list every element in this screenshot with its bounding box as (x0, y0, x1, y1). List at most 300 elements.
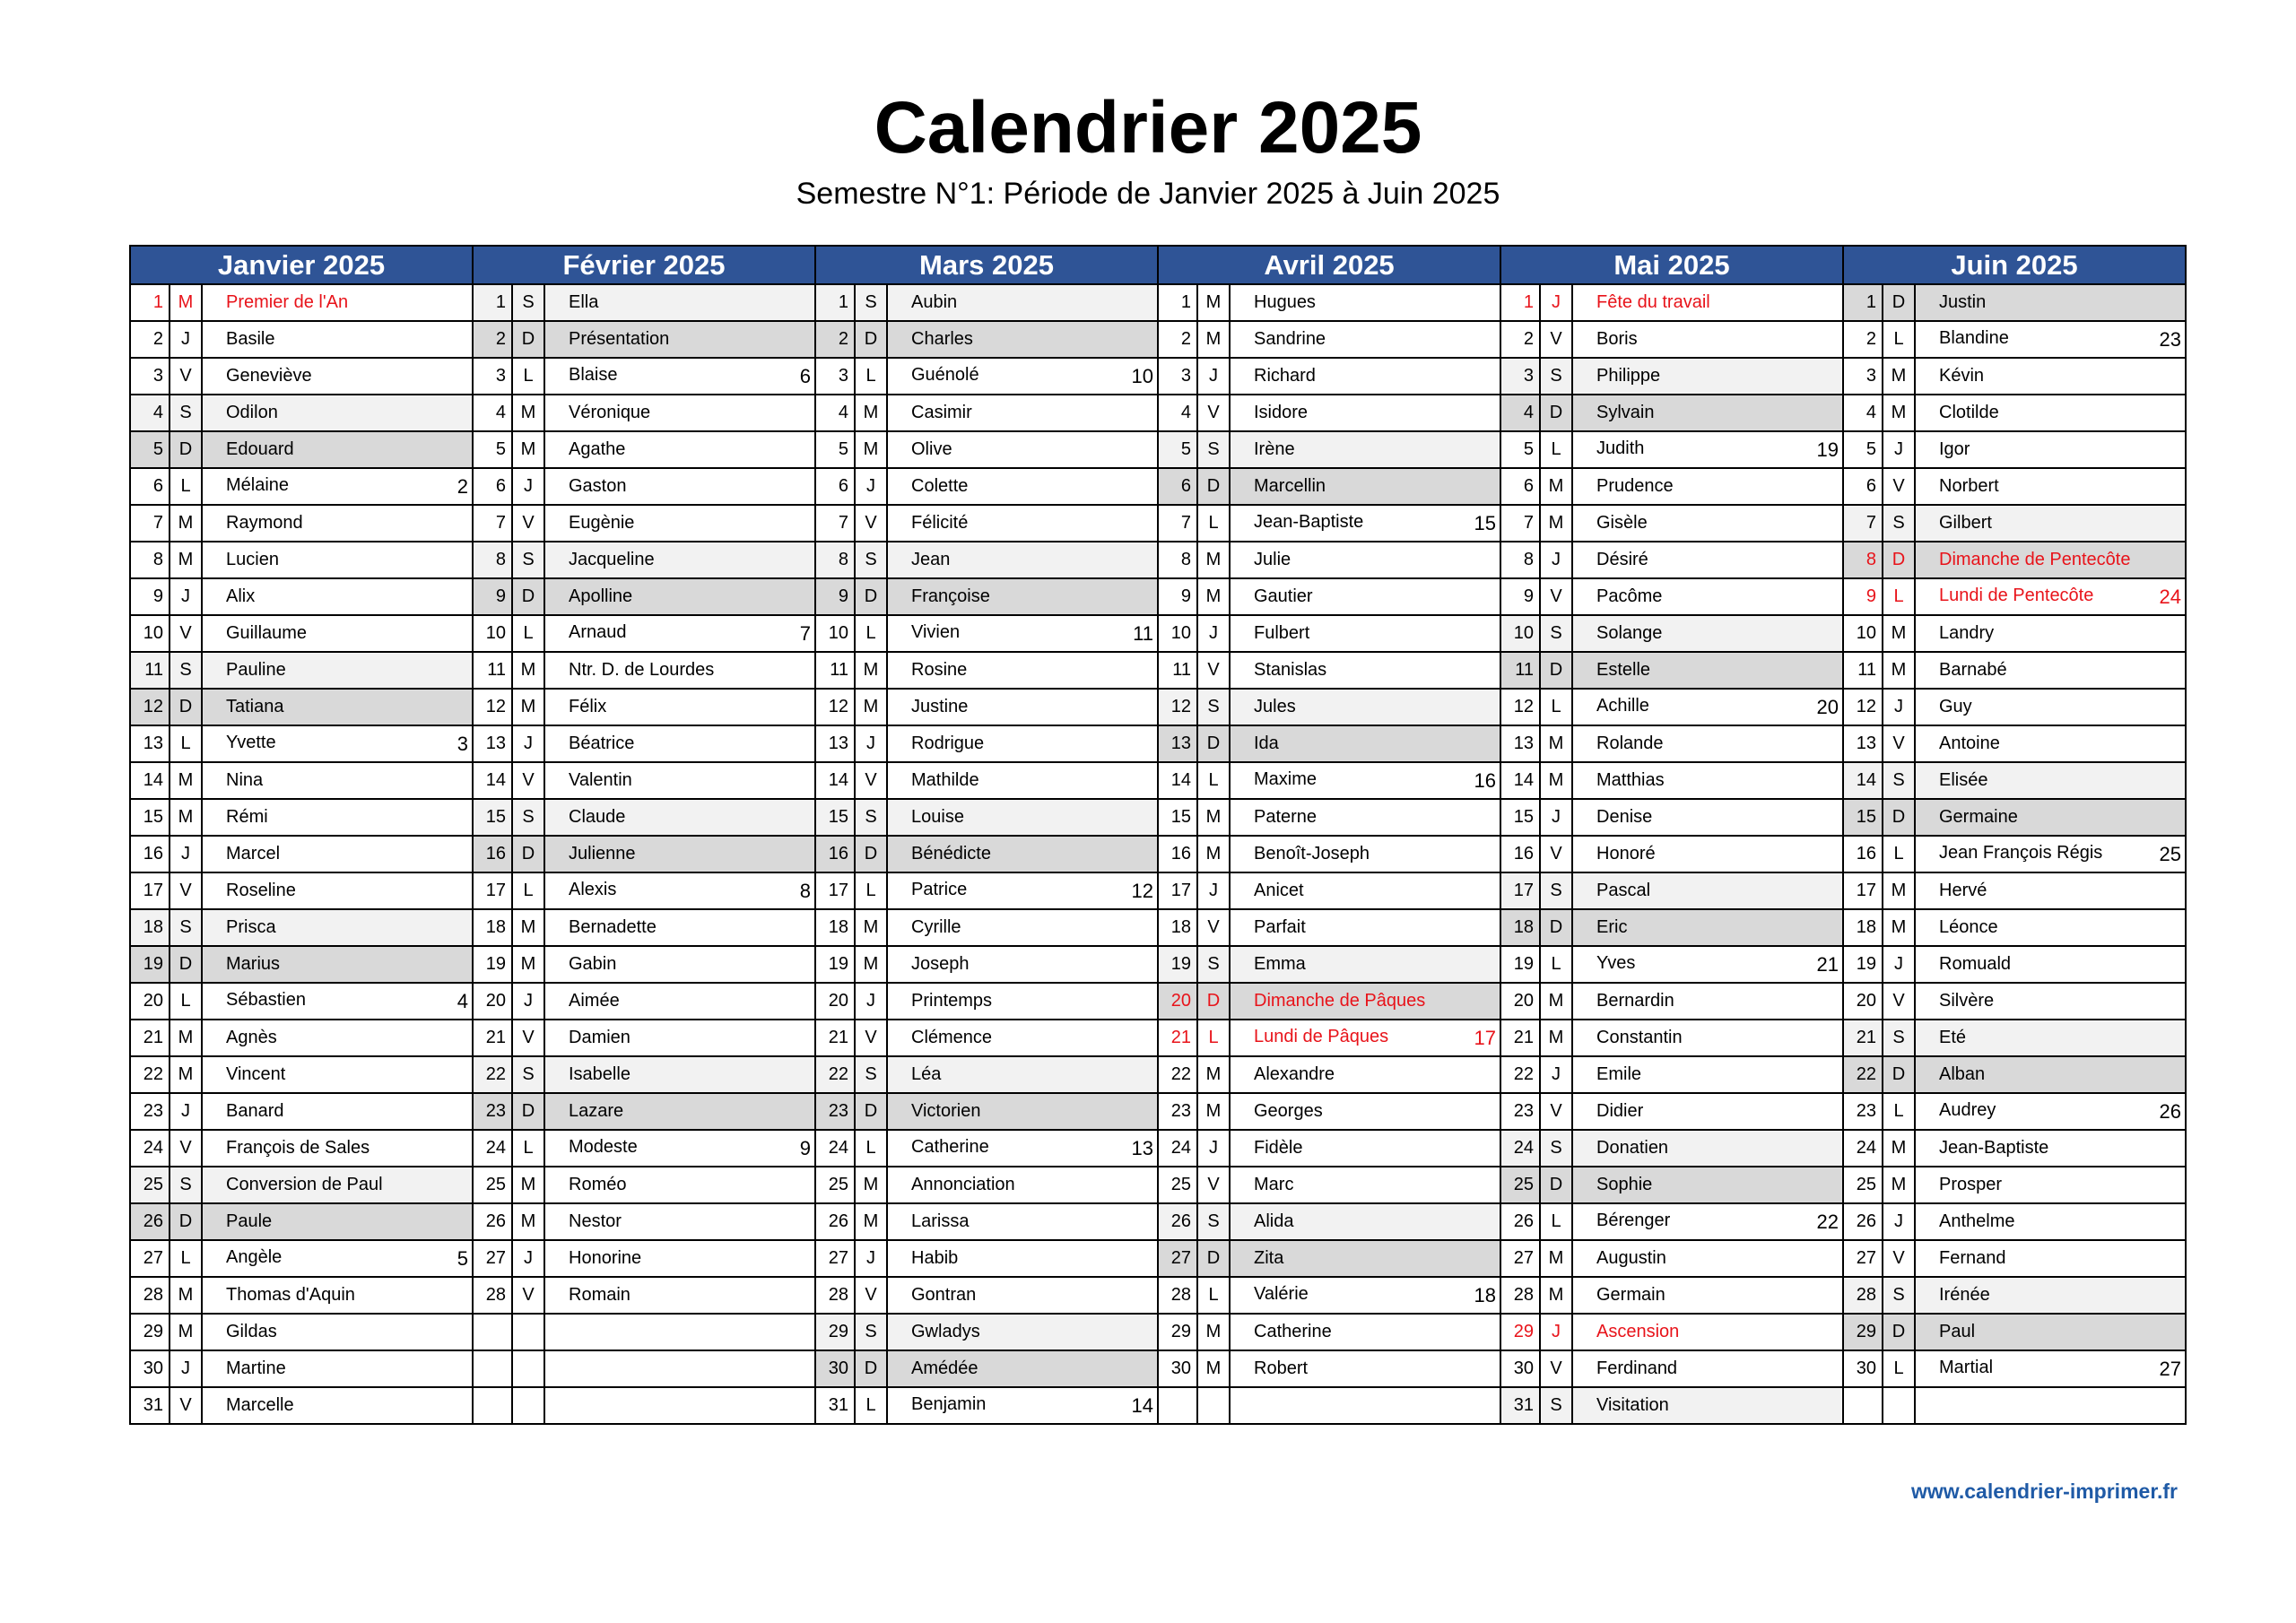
saint-name: Clotilde (1939, 403, 1999, 422)
day-number: 25 (1158, 1167, 1197, 1203)
day-number: 8 (473, 542, 512, 578)
weekday-letter: M (170, 762, 202, 799)
day-row (130, 1387, 2186, 1424)
week-number: 13 (1131, 1136, 1153, 1159)
saint-name: Prisca (226, 917, 276, 937)
weekday-letter: J (1197, 615, 1230, 652)
day-number: 18 (1843, 909, 1883, 946)
saint-cell (1572, 1387, 1843, 1424)
weekday-letter: D (1883, 1314, 1915, 1350)
saint-cell (544, 1020, 815, 1056)
saint-cell (202, 689, 473, 725)
day-number: 8 (1158, 542, 1197, 578)
saint-name: Eté (1939, 1028, 1967, 1047)
saint-name: Ntr. D. de Lourdes (569, 660, 715, 680)
day-row (130, 872, 2186, 909)
day-row (130, 1277, 2186, 1314)
month-header: Mai 2025 (1500, 246, 1843, 284)
weekday-letter: S (512, 1056, 544, 1093)
saint-cell (1230, 836, 1500, 872)
day-row (130, 725, 2186, 762)
weekday-letter: V (855, 762, 887, 799)
saint-cell (1915, 1056, 2186, 1093)
day-number: 12 (1500, 689, 1540, 725)
saint-cell (544, 1314, 815, 1350)
day-number: 23 (130, 1093, 170, 1130)
day-number: 4 (1158, 395, 1197, 431)
weekday-letter: V (1540, 1093, 1572, 1130)
saint-name: Antoine (1939, 733, 2000, 753)
saint-name: Achille (1596, 695, 1649, 716)
day-number: 3 (130, 358, 170, 395)
weekday-letter: S (1540, 872, 1572, 909)
weekday-letter: D (1883, 284, 1915, 321)
week-number: 4 (457, 989, 468, 1012)
saint-name: Lucien (226, 550, 279, 569)
day-number: 30 (1158, 1350, 1197, 1387)
saint-name: Arnaud (569, 621, 627, 642)
saint-name: Cyrille (911, 917, 961, 937)
saint-cell (202, 836, 473, 872)
saint-cell (1572, 321, 1843, 358)
day-number: 8 (1843, 542, 1883, 578)
day-number: 10 (130, 615, 170, 652)
saint-name: Visitation (1596, 1395, 1669, 1415)
saint-name: Sylvain (1596, 403, 1655, 422)
day-number: 4 (130, 395, 170, 431)
weekday-letter: J (1883, 431, 1915, 468)
day-number: 13 (130, 725, 170, 762)
saint-cell (202, 1240, 473, 1277)
weekday-letter: L (1883, 578, 1915, 615)
day-number: 15 (1158, 799, 1197, 836)
weekday-letter: M (170, 284, 202, 321)
saint-name: Rosine (911, 660, 968, 680)
weekday-letter: V (170, 358, 202, 395)
weekday-letter: D (855, 1350, 887, 1387)
day-number: 14 (1500, 762, 1540, 799)
saint-cell (1915, 321, 2186, 358)
saint-cell (202, 1387, 473, 1424)
saint-cell (1230, 1350, 1500, 1387)
saint-cell (887, 1020, 1158, 1056)
saint-cell (1915, 468, 2186, 505)
weekday-letter: V (512, 762, 544, 799)
weekday-letter: J (855, 1240, 887, 1277)
weekday-letter: L (1197, 505, 1230, 542)
weekday-letter: L (855, 1130, 887, 1167)
day-number: 28 (1500, 1277, 1540, 1314)
saint-cell (544, 1093, 815, 1130)
day-row (130, 542, 2186, 578)
saint-name: Bénédicte (911, 844, 991, 864)
weekday-letter: M (1197, 542, 1230, 578)
saint-cell (887, 542, 1158, 578)
weekday-letter: D (170, 431, 202, 468)
day-number: 4 (1843, 395, 1883, 431)
weekday-letter: D (1883, 799, 1915, 836)
weekday-letter: S (512, 799, 544, 836)
saint-name: Casimir (911, 403, 972, 422)
saint-name: Honorine (569, 1248, 642, 1268)
weekday-letter: V (1540, 578, 1572, 615)
saint-cell (202, 1167, 473, 1203)
day-number: 22 (130, 1056, 170, 1093)
weekday-letter: L (512, 615, 544, 652)
weekday-letter: S (1883, 762, 1915, 799)
weekday-letter: M (512, 909, 544, 946)
day-row (130, 689, 2186, 725)
saint-cell (887, 1130, 1158, 1167)
saint-cell (202, 1056, 473, 1093)
day-number: 5 (1158, 431, 1197, 468)
saint-cell (544, 1130, 815, 1167)
saint-cell (887, 1350, 1158, 1387)
weekday-letter: D (855, 578, 887, 615)
day-number: 24 (130, 1130, 170, 1167)
saint-cell (1572, 652, 1843, 689)
holiday-name: Dimanche de Pâques (1254, 991, 1426, 1011)
day-number: 22 (1500, 1056, 1540, 1093)
weekday-letter: M (1197, 321, 1230, 358)
day-number: 28 (1843, 1277, 1883, 1314)
saint-cell (544, 358, 815, 395)
saint-cell (1572, 1240, 1843, 1277)
weekday-letter: M (1540, 983, 1572, 1020)
saint-name: Barnabé (1939, 660, 2007, 680)
day-number: 27 (1843, 1240, 1883, 1277)
day-number: 23 (1843, 1093, 1883, 1130)
saint-cell (1915, 615, 2186, 652)
day-number: 17 (473, 872, 512, 909)
weekday-letter: M (1197, 1056, 1230, 1093)
weekday-letter: J (1197, 1130, 1230, 1167)
day-number: 11 (1843, 652, 1883, 689)
saint-cell (1230, 1130, 1500, 1167)
saint-name: Gabin (569, 954, 617, 974)
day-number: 15 (130, 799, 170, 836)
saint-cell (544, 431, 815, 468)
day-number (473, 1350, 512, 1387)
saint-name: Fernand (1939, 1248, 2006, 1268)
weekday-letter: L (170, 725, 202, 762)
day-number: 7 (1158, 505, 1197, 542)
day-number: 19 (1500, 946, 1540, 983)
weekday-letter: V (1883, 983, 1915, 1020)
day-number: 22 (1158, 1056, 1197, 1093)
day-number: 21 (1843, 1020, 1883, 1056)
saint-name: Parfait (1254, 917, 1306, 937)
day-row (130, 1240, 2186, 1277)
saint-name: Irénée (1939, 1285, 1990, 1305)
saint-name: Gwladys (911, 1322, 980, 1341)
saint-cell (1572, 1314, 1843, 1350)
weekday-letter: V (1197, 395, 1230, 431)
saint-cell (1915, 689, 2186, 725)
saint-cell (202, 395, 473, 431)
page-subtitle: Semestre N°1: Période de Janvier 2025 à Juin 2025 (796, 177, 1500, 211)
weekday-letter: D (170, 946, 202, 983)
day-number: 26 (1843, 1203, 1883, 1240)
weekday-letter: V (170, 872, 202, 909)
saint-cell (202, 468, 473, 505)
saint-cell (1915, 578, 2186, 615)
weekday-letter: M (170, 1056, 202, 1093)
saint-cell (544, 468, 815, 505)
weekday-letter: S (1197, 946, 1230, 983)
weekday-letter: J (855, 983, 887, 1020)
day-number: 1 (815, 284, 855, 321)
weekday-letter: D (512, 578, 544, 615)
saint-name: Audrey (1939, 1099, 1996, 1120)
weekday-letter: D (855, 836, 887, 872)
saint-name: Printemps (911, 991, 993, 1011)
weekday-letter: J (1540, 542, 1572, 578)
saint-name: Pacôme (1596, 586, 1663, 606)
day-row (130, 1056, 2186, 1093)
saint-cell (202, 946, 473, 983)
week-number: 10 (1131, 364, 1153, 387)
saint-name: Odilon (226, 403, 278, 422)
saint-cell (887, 1387, 1158, 1424)
saint-name: Ella (569, 292, 599, 312)
weekday-letter: J (1540, 1314, 1572, 1350)
saint-cell (202, 652, 473, 689)
day-row (130, 1314, 2186, 1350)
saint-cell (1230, 1167, 1500, 1203)
weekday-letter: L (1540, 431, 1572, 468)
day-number: 23 (1500, 1093, 1540, 1130)
day-row (130, 1167, 2186, 1203)
weekday-letter: S (855, 1056, 887, 1093)
weekday-letter: L (1883, 1350, 1915, 1387)
saint-cell (544, 689, 815, 725)
saint-name: Emma (1254, 954, 1306, 974)
saint-name: Norbert (1939, 476, 1999, 496)
day-number: 16 (1500, 836, 1540, 872)
saint-name: Gilbert (1939, 513, 1992, 533)
day-row (130, 358, 2186, 395)
holiday-name: Lundi de Pentecôte (1939, 585, 2094, 605)
saint-cell (202, 358, 473, 395)
day-number: 6 (1843, 468, 1883, 505)
weekday-letter: D (855, 321, 887, 358)
saint-name: Banard (226, 1101, 284, 1121)
saint-name: Honoré (1596, 844, 1656, 864)
saint-cell (887, 1167, 1158, 1203)
day-number: 20 (473, 983, 512, 1020)
saint-cell (544, 1240, 815, 1277)
day-number: 4 (473, 395, 512, 431)
saint-name: Vincent (226, 1064, 286, 1084)
week-number: 17 (1474, 1026, 1496, 1049)
weekday-letter: J (170, 1350, 202, 1387)
day-number: 22 (473, 1056, 512, 1093)
saint-cell (202, 1130, 473, 1167)
saint-name: Habib (911, 1248, 959, 1268)
saint-cell (1230, 321, 1500, 358)
saint-cell (1915, 1093, 2186, 1130)
weekday-letter: S (1197, 1203, 1230, 1240)
weekday-letter: L (1883, 836, 1915, 872)
day-number: 3 (1500, 358, 1540, 395)
saint-name: Constantin (1596, 1028, 1683, 1047)
weekday-letter: M (1883, 358, 1915, 395)
day-number: 7 (1843, 505, 1883, 542)
saint-cell (202, 542, 473, 578)
saint-name: Gontran (911, 1285, 977, 1305)
saint-cell (1230, 1093, 1500, 1130)
weekday-letter: V (1540, 321, 1572, 358)
saint-name: Prudence (1596, 476, 1674, 496)
week-number: 20 (1816, 695, 1839, 718)
day-number: 7 (815, 505, 855, 542)
saint-cell (1915, 762, 2186, 799)
saint-name: Françoise (911, 586, 990, 606)
week-number: 9 (799, 1136, 811, 1159)
weekday-letter: S (170, 909, 202, 946)
day-number: 25 (1500, 1167, 1540, 1203)
saint-name: Blandine (1939, 327, 2009, 348)
day-number: 9 (1158, 578, 1197, 615)
saint-cell (1230, 542, 1500, 578)
day-row (130, 505, 2186, 542)
saint-cell (887, 799, 1158, 836)
weekday-letter: M (855, 1203, 887, 1240)
weekday-letter: V (1197, 1167, 1230, 1203)
day-number: 20 (1158, 983, 1197, 1020)
saint-name: Basile (226, 329, 275, 349)
saint-name: Béatrice (569, 733, 635, 753)
weekday-letter: M (170, 1314, 202, 1350)
saint-cell (1572, 395, 1843, 431)
day-number: 27 (473, 1240, 512, 1277)
saint-name: Alix (226, 586, 256, 606)
saint-cell (1915, 909, 2186, 946)
weekday-letter (1883, 1387, 1915, 1424)
saint-name: Damien (569, 1028, 631, 1047)
day-row (130, 284, 2186, 321)
footer-website[interactable]: www.calendrier-imprimer.fr (1911, 1480, 2178, 1503)
weekday-letter: M (855, 395, 887, 431)
day-number: 19 (1158, 946, 1197, 983)
saint-cell (544, 321, 815, 358)
saint-cell (202, 321, 473, 358)
weekday-letter: L (512, 358, 544, 395)
saint-cell (887, 872, 1158, 909)
day-number: 27 (130, 1240, 170, 1277)
week-number: 3 (457, 732, 468, 755)
saint-name: Jean-Baptiste (1254, 511, 1364, 532)
day-number: 1 (473, 284, 512, 321)
saint-name: Zita (1254, 1248, 1284, 1268)
saint-cell (887, 358, 1158, 395)
day-number: 9 (473, 578, 512, 615)
page-title: Calendrier 2025 (874, 87, 1422, 169)
holiday-name: Premier de l'An (226, 292, 349, 312)
week-number: 21 (1816, 952, 1839, 976)
day-number: 10 (1158, 615, 1197, 652)
day-number: 17 (1500, 872, 1540, 909)
weekday-letter: M (170, 1277, 202, 1314)
saint-cell (1230, 983, 1500, 1020)
weekday-letter: J (855, 725, 887, 762)
day-number: 12 (1158, 689, 1197, 725)
calendar-table (129, 245, 2187, 1425)
day-number: 16 (815, 836, 855, 872)
holiday-name: Ascension (1596, 1322, 1680, 1341)
month-header: Février 2025 (473, 246, 815, 284)
saint-cell (1572, 615, 1843, 652)
saint-name: Marc (1254, 1175, 1294, 1194)
saint-name: Valérie (1254, 1283, 1309, 1304)
saint-cell (1230, 652, 1500, 689)
day-number: 13 (815, 725, 855, 762)
day-number: 13 (1158, 725, 1197, 762)
saint-cell (887, 615, 1158, 652)
day-number: 8 (815, 542, 855, 578)
day-number: 11 (815, 652, 855, 689)
saint-cell (1572, 1350, 1843, 1387)
day-number: 3 (1843, 358, 1883, 395)
saint-cell (544, 762, 815, 799)
saint-cell (544, 725, 815, 762)
weekday-letter: M (1883, 615, 1915, 652)
weekday-letter: M (855, 909, 887, 946)
saint-name: Benoît-Joseph (1254, 844, 1370, 864)
day-row (130, 431, 2186, 468)
weekday-letter (512, 1350, 544, 1387)
saint-cell (1230, 799, 1500, 836)
weekday-letter: J (1540, 1056, 1572, 1093)
saint-cell (1572, 725, 1843, 762)
day-number: 1 (130, 284, 170, 321)
saint-name: Mélaine (226, 474, 290, 495)
saint-cell (202, 1093, 473, 1130)
day-number: 9 (1500, 578, 1540, 615)
weekday-letter: S (1883, 505, 1915, 542)
weekday-letter: M (1197, 578, 1230, 615)
saint-name: Ferdinand (1596, 1358, 1678, 1378)
weekday-letter: J (512, 725, 544, 762)
day-number: 27 (1500, 1240, 1540, 1277)
weekday-letter: M (512, 689, 544, 725)
day-row (130, 799, 2186, 836)
saint-name: Anicet (1254, 881, 1304, 900)
week-number: 18 (1474, 1283, 1496, 1306)
saint-name: Conversion de Paul (226, 1175, 383, 1194)
saint-cell (202, 909, 473, 946)
weekday-letter: D (512, 321, 544, 358)
saint-name: Blaise (569, 364, 618, 385)
weekday-letter: L (170, 983, 202, 1020)
day-number (473, 1314, 512, 1350)
day-number: 30 (1500, 1350, 1540, 1387)
weekday-letter: J (1883, 1203, 1915, 1240)
saint-cell (202, 1314, 473, 1350)
day-number: 20 (815, 983, 855, 1020)
weekday-letter: D (512, 1093, 544, 1130)
day-number: 4 (1500, 395, 1540, 431)
saint-cell (1915, 395, 2186, 431)
weekday-letter: L (855, 1387, 887, 1424)
weekday-letter: J (170, 321, 202, 358)
saint-cell (202, 1277, 473, 1314)
saint-name: Aubin (911, 292, 958, 312)
saint-name: Fidèle (1254, 1138, 1303, 1158)
weekday-letter: M (1540, 468, 1572, 505)
saint-cell (202, 983, 473, 1020)
